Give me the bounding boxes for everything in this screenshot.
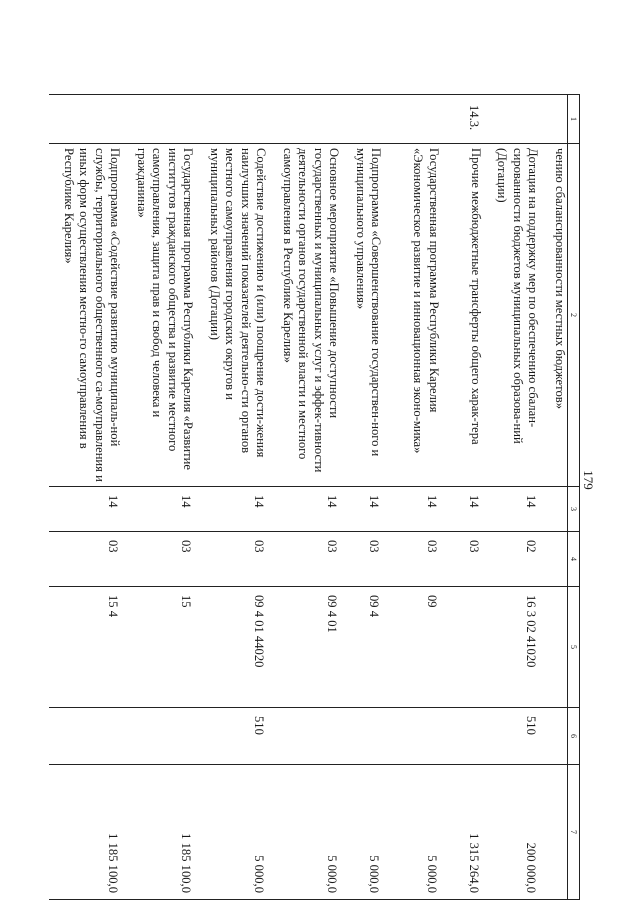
item-name-cell: Прочие межбюджетные трансферты общего харак-тера bbox=[441, 144, 483, 487]
header-col-5: 5 bbox=[568, 587, 580, 708]
section-code-cell bbox=[541, 487, 568, 532]
amount-cell: 1 185 100,0 bbox=[123, 765, 196, 900]
subsection-code-cell: 03 bbox=[50, 532, 123, 587]
target-article-cell: 16 3 02 41020 bbox=[483, 587, 541, 708]
subsection-code-cell: 03 bbox=[123, 532, 196, 587]
subsection-code-cell: 02 bbox=[483, 532, 541, 587]
item-name-cell: Государственная программа Республики Карелия «Экономическое развитие и инновационная эконо-мика» bbox=[384, 144, 442, 487]
subsection-code-cell: 03 bbox=[342, 532, 384, 587]
item-name-cell: Основное мероприятие «Повышение доступности государственных и муниципальных услуг и эффек-тивности деятельности органов государственной власти и местного самоуправления в Республике Карелия» bbox=[269, 144, 342, 487]
budget-table bbox=[50, 94, 581, 900]
expense-type-cell bbox=[384, 708, 442, 765]
amount-cell bbox=[541, 765, 568, 900]
subsection-code-cell bbox=[541, 532, 568, 587]
item-name-cell: чению сбалансированности местных бюджетов» bbox=[541, 144, 568, 487]
header-col-6: 6 bbox=[568, 708, 580, 765]
table-row bbox=[541, 95, 568, 900]
row-number-cell bbox=[123, 95, 196, 144]
amount-cell: 5 000,0 bbox=[196, 765, 269, 900]
expense-type-cell bbox=[123, 708, 196, 765]
amount-cell: 5 000,0 bbox=[342, 765, 384, 900]
amount-cell: 1 185 100,0 bbox=[50, 765, 123, 900]
target-article-cell: 09 4 01 bbox=[269, 587, 342, 708]
table-row bbox=[483, 95, 541, 900]
subsection-code-cell: 03 bbox=[441, 532, 483, 587]
section-code-cell: 14 bbox=[50, 487, 123, 532]
target-article-cell: 09 4 bbox=[342, 587, 384, 708]
row-number-cell: 14.3. bbox=[441, 95, 483, 144]
target-article-cell: 15 4 bbox=[50, 587, 123, 708]
target-article-cell bbox=[541, 587, 568, 708]
expense-type-cell bbox=[441, 708, 483, 765]
target-article-cell bbox=[441, 587, 483, 708]
expense-type-cell bbox=[50, 708, 123, 765]
target-article-cell: 09 4 01 44020 bbox=[196, 587, 269, 708]
amount-cell: 1 315 264,0 bbox=[441, 765, 483, 900]
item-name-cell: Подпрограмма «Содействие развитию муниципаль-ной службы, территориального общественного са-моуправления и иных форм осуществления местно-го самоуправления в Республике Карелия» bbox=[50, 144, 123, 487]
subsection-code-cell: 03 bbox=[196, 532, 269, 587]
expense-type-cell bbox=[269, 708, 342, 765]
table-row bbox=[269, 95, 342, 900]
table-row bbox=[123, 95, 196, 900]
row-number-cell bbox=[342, 95, 384, 144]
expense-type-cell bbox=[541, 708, 568, 765]
section-code-cell: 14 bbox=[123, 487, 196, 532]
expense-type-cell: 510 bbox=[196, 708, 269, 765]
section-code-cell: 14 bbox=[441, 487, 483, 532]
section-code-cell: 14 bbox=[483, 487, 541, 532]
expense-type-cell: 510 bbox=[483, 708, 541, 765]
section-code-cell: 14 bbox=[384, 487, 442, 532]
target-article-cell: 09 bbox=[384, 587, 442, 708]
page-number: 179 bbox=[581, 470, 596, 490]
item-name-cell: Содействие достижению и (или) поощрение дости-жения наилучших значений показателей деятельно-сти органов местного самоуправления городских округов и муниципальных районов (Дотации) bbox=[196, 144, 269, 487]
row-number-cell bbox=[50, 95, 123, 144]
subsection-code-cell: 03 bbox=[269, 532, 342, 587]
header-col-2: 2 bbox=[568, 144, 580, 487]
amount-cell: 5 000,0 bbox=[384, 765, 442, 900]
item-name-cell: Государственная программа Республики Карелия «Развитие институтов гражданского общества и развитие местного самоуправления, защита прав и свобод человека и гражданина» bbox=[123, 144, 196, 487]
header-col-3: 3 bbox=[568, 487, 580, 532]
table-row bbox=[342, 95, 384, 900]
target-article-cell: 15 bbox=[123, 587, 196, 708]
table-row bbox=[441, 95, 483, 900]
section-code-cell: 14 bbox=[269, 487, 342, 532]
header-col-7: 7 bbox=[568, 765, 580, 900]
amount-cell: 5 000,0 bbox=[269, 765, 342, 900]
table-row bbox=[50, 95, 123, 900]
table-body bbox=[50, 95, 568, 900]
section-code-cell: 14 bbox=[196, 487, 269, 532]
row-number-cell bbox=[196, 95, 269, 144]
header-col-1: 1 bbox=[568, 95, 580, 144]
row-number-cell bbox=[269, 95, 342, 144]
table-row bbox=[384, 95, 442, 900]
row-number-cell bbox=[384, 95, 442, 144]
table-row bbox=[196, 95, 269, 900]
subsection-code-cell: 03 bbox=[384, 532, 442, 587]
row-number-cell bbox=[483, 95, 541, 144]
amount-cell: 200 000,0 bbox=[483, 765, 541, 900]
header-row bbox=[568, 95, 580, 900]
expense-type-cell bbox=[342, 708, 384, 765]
item-name-cell: Дотация на поддержку мер по обеспечению сбалан-сированности бюджетов муниципальных образова-ний (Дотации) bbox=[483, 144, 541, 487]
item-name-cell: Подпрограмма «Совершенствование государствен-ного и муниципального управления» bbox=[342, 144, 384, 487]
section-code-cell: 14 bbox=[342, 487, 384, 532]
header-col-4: 4 bbox=[568, 532, 580, 587]
row-number-cell bbox=[541, 95, 568, 144]
